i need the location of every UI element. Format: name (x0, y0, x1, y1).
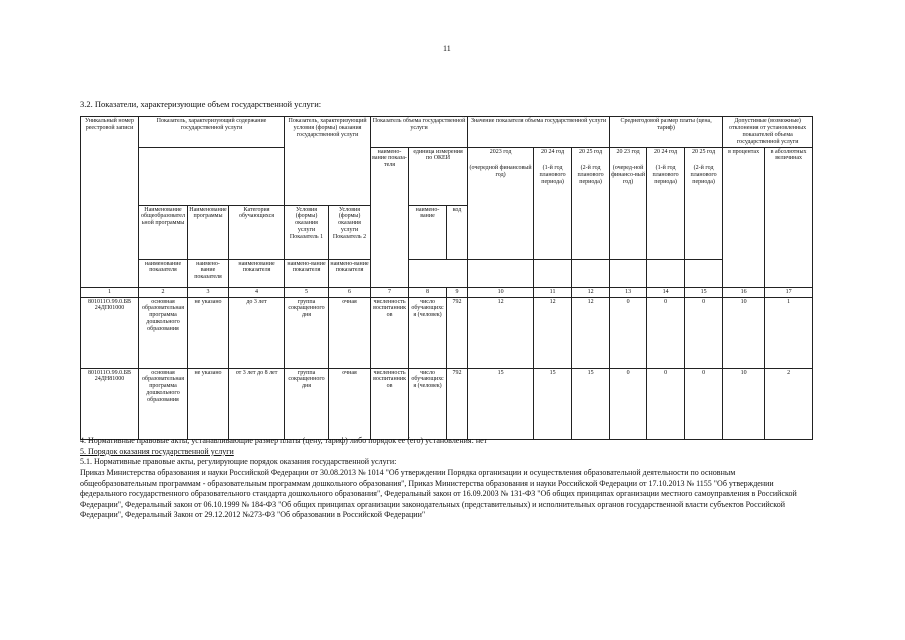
column-number: 5 (285, 287, 329, 297)
header-current-fin-year: (очередной финансовый год) (469, 165, 532, 179)
cell-indicator: численность воспитанников (371, 368, 409, 439)
header-content-indicator: Показатель, характеризующий содержание государственной услуги (139, 117, 285, 148)
header-unit: единица измерения по ОКЕИ (409, 147, 468, 205)
header-volume-values: Значение показателя объема государственной услуги (468, 117, 610, 148)
header-fee-year-2025: 20 25 год (691, 148, 716, 155)
header-volume-indicator: Показатель объема государственной услуги (371, 117, 468, 148)
cell-value-2025: 15 (572, 368, 610, 439)
cell-unit-code: 792 (447, 297, 468, 368)
cell-condition-2: очная (329, 368, 371, 439)
cell-registry: 801011О.99.0.БВ 24ДП01000 (81, 297, 139, 368)
cell-category: до 3 лет (229, 297, 285, 368)
cell-deviation-absolute: 2 (765, 368, 813, 439)
cell-value-2024: 12 (534, 297, 572, 368)
cell-program-name: не указано (188, 297, 229, 368)
column-number: 12 (572, 287, 610, 297)
cell-program: основная образовательная программа дошкольного образования (139, 368, 188, 439)
column-number: 3 (188, 287, 229, 297)
page-number: 11 (443, 44, 451, 53)
cell-fee-2025: 0 (685, 297, 723, 368)
column-number: 13 (610, 287, 647, 297)
header-allowed-deviation: Допустимые (возможные) отклонения от установленных показателей объема государственной услуги (723, 117, 813, 148)
header-year-2024: 20 24 год (540, 148, 565, 155)
cell-value-2023: 15 (468, 368, 534, 439)
cell-fee-2025: 0 (685, 368, 723, 439)
cell-value-2023: 12 (468, 297, 534, 368)
header-program-name-2: Наименование программы (188, 205, 229, 259)
header-year-2025: 20 25 год (578, 148, 603, 155)
cell-registry: 801011О.99.0.БВ 24ДН81000 (81, 368, 139, 439)
cell-unit-code: 792 (447, 368, 468, 439)
note-5: 5. Порядок оказания государственной услуги (80, 446, 234, 456)
column-number-row (81, 287, 813, 297)
column-number: 4 (229, 287, 285, 297)
table-row (81, 368, 813, 439)
header-in-percent: в процентах (723, 147, 765, 287)
header-fee-current-fin-year: (очеред-ной финансо-вый год) (611, 165, 646, 186)
cell-fee-2023: 0 (610, 297, 647, 368)
header-fee-year-2024: 20 24 год (653, 148, 678, 155)
cell-condition-1: группа сокращенного дня (285, 297, 329, 368)
cell-value-2025: 12 (572, 297, 610, 368)
column-number: 2 (139, 287, 188, 297)
header-unit-name: наимено-вание (409, 205, 447, 259)
header-program-name: Наименование общеобразовательной программы (139, 205, 188, 259)
header-condition-2: Условия (формы) оказания услуги Показатель 2 (329, 205, 371, 259)
note-5-1: 5.1. Нормативные правовые акты, регулирующие порядок оказания государственной услуги: (80, 457, 397, 467)
column-number: 9 (447, 287, 468, 297)
header-indicator-name-5: наимено-вание показателя (329, 259, 371, 287)
cell-fee-2024: 0 (647, 368, 685, 439)
header-unit-code: код (447, 205, 468, 259)
column-number: 11 (534, 287, 572, 297)
column-number: 14 (647, 287, 685, 297)
column-number: 8 (409, 287, 447, 297)
column-number: 6 (329, 287, 371, 297)
cell-value-2024: 15 (534, 368, 572, 439)
volume-indicators-table (80, 116, 813, 440)
cell-deviation-percent: 10 (723, 297, 765, 368)
cell-condition-1: группа сокращенного дня (285, 368, 329, 439)
cell-indicator: численность воспитанников (371, 297, 409, 368)
column-number: 16 (723, 287, 765, 297)
header-registry-number: Уникальный номер реестровой записи (81, 117, 139, 288)
header-category: Категория обучающихся (229, 205, 285, 259)
header-first-plan-year: (1-й год планового периода) (539, 165, 566, 186)
header-indicator-name: наимено-вание показа-теля (371, 147, 409, 287)
table-row (81, 297, 813, 368)
cell-program-name: не указано (188, 368, 229, 439)
header-in-absolute: в абсолютных величинах (765, 147, 813, 287)
header-year-2023: 2023 год (489, 148, 512, 155)
header-indicator-name-2: наимено-вание показателя (188, 259, 229, 287)
note-4: 4. Нормативные правовые акты, устанавливающие размер платы (цену, тариф) либо порядок ее (его) установления: нет (80, 436, 488, 445)
header-content-spacer (139, 147, 285, 205)
cell-unit-name: число обучающихся (человек) (409, 368, 447, 439)
column-number: 7 (371, 287, 409, 297)
header-fee-first-plan-year: (1-й год планового периода) (652, 165, 679, 186)
cell-fee-2024: 0 (647, 297, 685, 368)
header-condition-1: Условия (формы) оказания услуги Показатель 1 (285, 205, 329, 259)
header-fee-year-2023: 20 23 год (616, 148, 640, 155)
header-fee-second-plan-year: (2-й год планового периода) (690, 165, 717, 186)
cell-category: от 3 лет до 8 лет (229, 368, 285, 439)
column-number: 1 (81, 287, 139, 297)
cell-fee-2023: 0 (610, 368, 647, 439)
header-indicator-name-1: наименование показателя (139, 259, 188, 287)
header-avg-fee: Среднегодовой размер платы (цена, тариф) (610, 117, 723, 148)
cell-deviation-absolute: 1 (765, 297, 813, 368)
header-conditions-indicator: Показатель, характеризующий условия (формы) оказания государственной услуги (285, 117, 371, 206)
cell-deviation-percent: 10 (723, 368, 765, 439)
section-title: 3.2. Показатели, характеризующие объем государственной услуги: (80, 99, 322, 109)
column-number: 17 (765, 287, 813, 297)
column-number: 10 (468, 287, 534, 297)
cell-unit-name: число обучающихся (человек) (409, 297, 447, 368)
note-5-1-text: Приказ Министерства образования и науки Российской Федерации от 30.08.2013 № 1014 "Об утверждении Порядка организации и осуществления образовательной деятельности по основным общеобразовательным программам - образовательным программам дошкольного образования", Приказ Министерства образования и науки Российской Федерации от 17.10.2013 № 1155 "Об утверждении федерального государственного образовательного стандарта дошкольного образования", Федеральный закон от 16.09.2003 № 131-ФЗ "Об общих принципах организации местного самоуправления в Российской Федерации", Федеральный закон от 06.10.1999 № 184-ФЗ "Об общих принципах организации законодательных (представительных) и исполнительных органов государственной власти субъектов Российской Федерации", Федеральный Закон от 29.12.2012 №273-ФЗ "Об образовании в Российской Федерации" (80, 467, 797, 520)
column-number: 15 (685, 287, 723, 297)
notes-section (80, 436, 808, 521)
header-indicator-name-4: наимено-вание показателя (285, 259, 329, 287)
cell-program: основная образовательная программа дошкольного образования (139, 297, 188, 368)
header-second-plan-year: (2-й год планового периода) (577, 165, 604, 186)
cell-condition-2: очная (329, 297, 371, 368)
header-indicator-name-3: наименование показателя (229, 259, 285, 287)
